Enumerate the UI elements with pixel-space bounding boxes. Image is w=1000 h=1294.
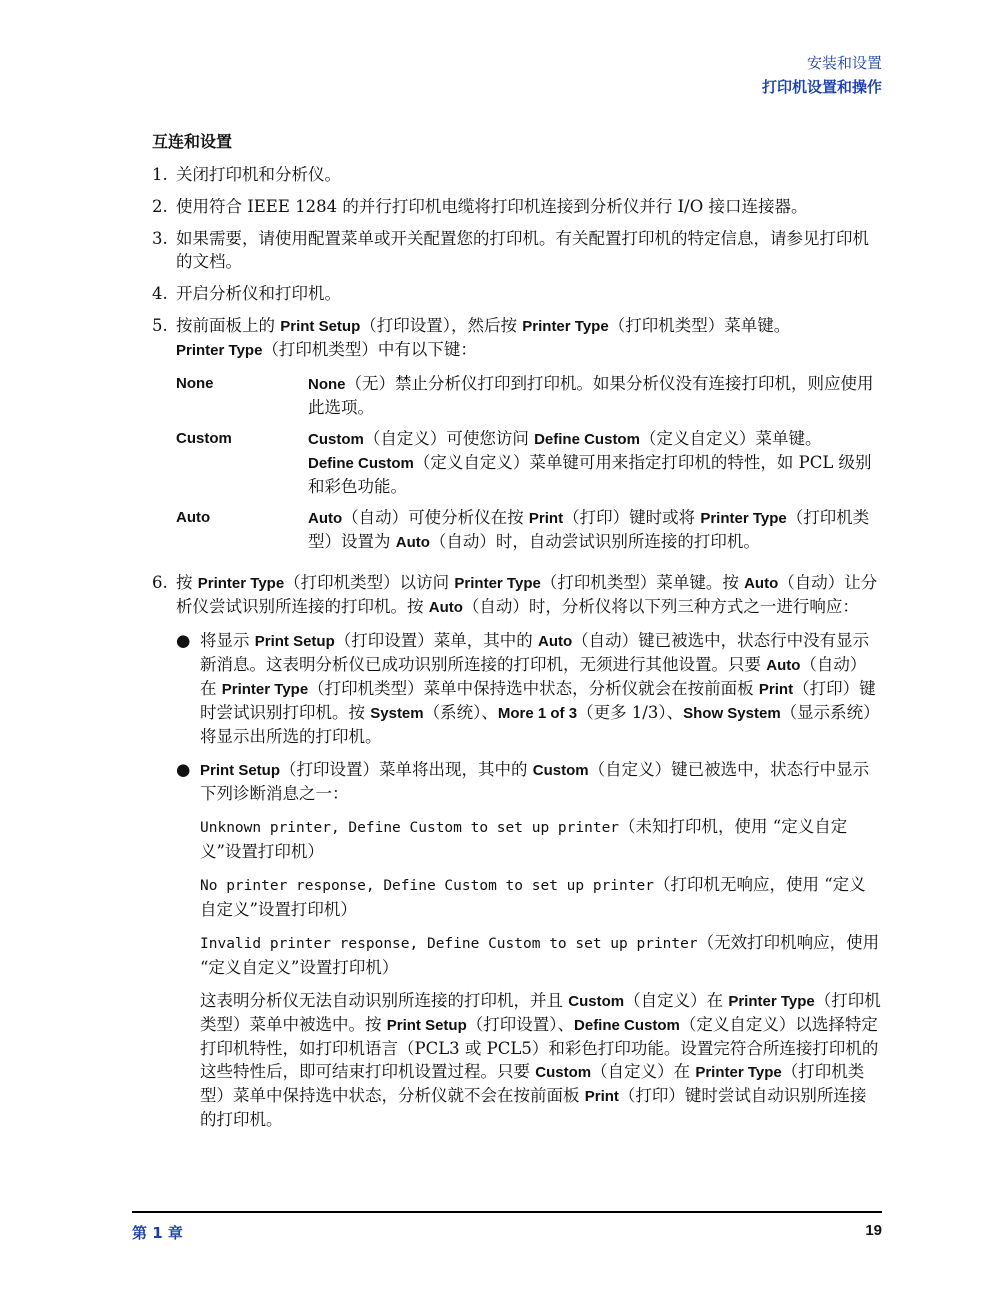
text: （定义自定义）菜单键可用来指定打印机的特性，如 PCL 级别和彩色功能。	[308, 453, 872, 496]
text: （打印设置），然后按	[360, 316, 523, 335]
text: （自动）时，自动尝试识别所连接的打印机。	[429, 532, 760, 551]
definition-row-auto	[176, 506, 882, 554]
step-5	[152, 314, 882, 562]
bullet-text	[200, 629, 882, 748]
text: （定义自定义）以选择特定打印机特性，如打印机语言（PCL3 或 PCL5）和彩色打印功能。设置完符合所连接打印机的这些特性后，即可结束打印机设置过程。只要	[200, 1015, 879, 1081]
softkey-label: Custom	[568, 993, 625, 1010]
step-number: 2.	[152, 197, 168, 216]
softkey-label: None	[308, 376, 346, 393]
text: （自动）时，分析仪将以下列三种方式之一进行响应：	[462, 597, 859, 616]
message-translation: （打印机无响应，使用 “定义自定义”设置打印机）	[200, 875, 866, 919]
text: （定义自定义）菜单键。	[639, 429, 822, 448]
softkey-label: Print	[758, 681, 794, 698]
softkey-label: Define Custom	[308, 455, 414, 472]
step-1	[152, 163, 882, 186]
text: （打印机类型）菜单键。按	[540, 573, 745, 592]
diagnostic-message-2	[200, 873, 882, 921]
bullet-dot-icon: ●	[176, 631, 191, 650]
footer-chapter: 第 1 章	[132, 1224, 183, 1242]
softkey-label: Printer Type	[176, 342, 263, 359]
message-code: Invalid printer response, Define Custom to set up printer	[200, 936, 698, 952]
softkey-label: Print Setup	[254, 633, 335, 650]
softkey-label: More 1 of 3	[497, 705, 578, 722]
step-text	[176, 571, 882, 1137]
message-translation: （无效打印机响应，使用 “定义自定义”设置打印机）	[200, 933, 880, 977]
step-text: 如果需要，请使用配置菜单或开关配置您的打印机。有关配置打印机的特定信息，请参见打印机的文档。	[176, 229, 869, 271]
definition-row-none	[176, 372, 882, 419]
softkey-label: Printer Type	[221, 681, 309, 698]
message-translation: （未知打印机，使用 “定义自定义”设置打印机）	[200, 817, 848, 861]
text: 这表明分析仪无法自动识别所连接的打印机，并且	[200, 991, 569, 1010]
bullet-item-2	[176, 758, 882, 1131]
text: （打印）键时尝试自动识别所连接的打印机。	[200, 1086, 867, 1129]
softkey-label: Printer Type	[522, 318, 609, 335]
section-title: 互连和设置	[152, 132, 233, 151]
definition-description	[308, 506, 882, 554]
text: 按	[176, 573, 198, 592]
text: （打印机类型）菜单中保持选中状态，分析仪就会在按前面板	[308, 679, 759, 698]
softkey-label: Auto	[308, 510, 343, 527]
explanation-paragraph	[200, 989, 882, 1131]
softkey-label: Printer Type	[695, 1064, 782, 1081]
message-code: No printer response, Define Custom to set up printer	[200, 878, 654, 894]
message-code: Unknown printer, Define Custom to set up printer	[200, 820, 620, 836]
diagnostic-message-3	[200, 931, 882, 979]
text: （打印机类型）菜单中被选中。按	[200, 991, 881, 1034]
definition-term: Auto	[176, 509, 211, 526]
softkey-label: Print Setup	[200, 762, 281, 779]
step-text: 开启分析仪和打印机。	[176, 284, 341, 303]
footer-rule	[132, 1211, 882, 1213]
definition-term: Custom	[176, 430, 232, 447]
definition-description	[308, 372, 882, 419]
step-number: 5.	[152, 316, 168, 335]
text: （打印机类型）菜单键。	[608, 316, 791, 335]
step-number: 3.	[152, 229, 168, 248]
softkey-label: Custom	[535, 1064, 592, 1081]
bullet-text	[200, 758, 882, 1131]
softkey-label: Printer Type	[700, 510, 787, 527]
text: （自动）可使分析仪在按	[342, 508, 529, 527]
softkey-label: Show System	[683, 705, 781, 722]
step-text: 使用符合 IEEE 1284 的并行打印机电缆将打印机连接到分析仪并行 I/O 接口连接器。	[176, 197, 808, 216]
softkey-label: Auto	[744, 575, 779, 592]
text: （打印设置）、	[466, 1015, 575, 1034]
step-4	[152, 282, 882, 305]
text: （打印机类型）以访问	[284, 573, 455, 592]
running-header-section: 安装和设置	[806, 54, 882, 72]
text: （打印设置）菜单将出现，其中的	[280, 760, 533, 779]
softkey-label: Custom	[308, 431, 364, 448]
step-6	[152, 571, 882, 1137]
softkey-label: Custom	[532, 762, 589, 779]
text: （自定义）键已被选中，状态行中显示下列诊断消息之一：	[200, 760, 870, 803]
page-body	[152, 130, 882, 1146]
softkey-label: Auto	[428, 599, 463, 616]
definition-description	[308, 427, 882, 498]
text: （自定义）可使您访问	[363, 429, 535, 448]
step-text	[176, 314, 882, 562]
step-number: 1.	[152, 165, 168, 184]
text: （自定义）在	[624, 991, 729, 1010]
text: 将显示	[200, 631, 255, 650]
softkey-label: Auto	[538, 633, 573, 650]
text: （无）禁止分析仪打印到打印机。如果分析仪没有连接打印机，则应使用此选项。	[308, 374, 874, 417]
text: 按前面板上的	[176, 316, 281, 335]
bullet-item-1	[176, 629, 882, 748]
softkey-label: Define Custom	[574, 1017, 680, 1034]
text: （打印设置）菜单，其中的	[334, 631, 539, 650]
text: （打印）键时尝试识别打印机。按	[200, 679, 876, 722]
step-3	[152, 227, 882, 273]
definition-term: None	[176, 375, 214, 392]
softkey-label: Define Custom	[534, 431, 640, 448]
softkey-label: Printer Type	[454, 575, 541, 592]
definition-table	[176, 372, 882, 554]
step-number: 6.	[152, 573, 168, 592]
text: （打印机类型）设置为	[308, 508, 870, 551]
text: （打印机类型）菜单中保持选中状态，分析仪就不会在按前面板	[200, 1062, 865, 1105]
text: （自动）让分析仪尝试识别所连接的打印机。按	[176, 573, 878, 616]
text: （自动）在	[200, 655, 867, 698]
softkey-label: Print	[528, 510, 564, 527]
text: （显示系统）将显示出所选的打印机。	[200, 703, 880, 746]
text: （自动）键已被选中，状态行中没有显示新消息。这表明分析仪已成功识别所连接的打印机，无须进行其他设置。只要	[200, 631, 870, 674]
softkey-label: Print	[584, 1088, 619, 1105]
softkey-label: Auto	[395, 534, 430, 551]
step-2	[152, 195, 882, 218]
softkey-label: Print Setup	[386, 1017, 467, 1034]
text: （打印）键时或将	[563, 508, 701, 527]
definition-row-custom	[176, 427, 882, 498]
bullet-dot-icon: ●	[176, 760, 191, 779]
softkey-label: Printer Type	[728, 993, 815, 1010]
text: （更多 1/3）、	[577, 703, 684, 722]
text: （自定义）在	[591, 1062, 696, 1081]
text: （打印机类型）中有以下键：	[262, 340, 477, 359]
running-header-subsection: 打印机设置和操作	[761, 78, 882, 96]
softkey-label: Print Setup	[280, 318, 361, 335]
step-number: 4.	[152, 284, 168, 303]
footer-page-number: 19	[865, 1222, 882, 1239]
diagnostic-message-1	[200, 815, 882, 863]
softkey-label: Printer Type	[197, 575, 285, 592]
text: （系统）、	[423, 703, 498, 722]
softkey-label: Auto	[766, 657, 801, 674]
softkey-label: System	[370, 705, 424, 722]
step-text: 关闭打印机和分析仪。	[176, 165, 341, 184]
